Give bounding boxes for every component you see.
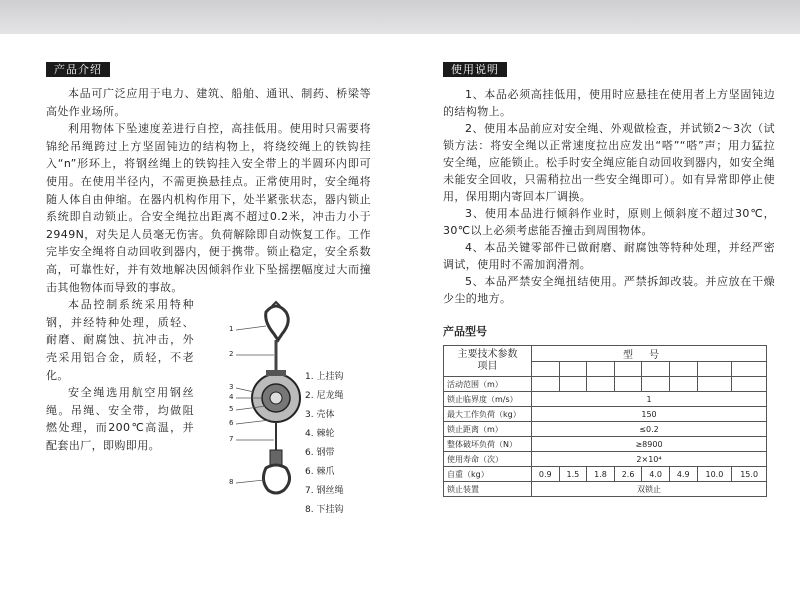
row-value: 1: [532, 392, 767, 407]
row-label: 整体破坏负荷（N）: [444, 437, 532, 452]
model-caption: 型号: [532, 346, 767, 362]
callout-7: 7: [229, 435, 234, 443]
product-intro-heading: 产品介绍: [46, 62, 110, 77]
table-row: [444, 392, 767, 407]
model-cell: [587, 362, 615, 377]
table-row: [444, 407, 767, 422]
row-label: 锁止距离（m）: [444, 422, 532, 437]
spec-title: 产品型号: [443, 325, 487, 338]
legend-1: 1. 上挂钩: [305, 372, 344, 382]
usage-item-5: 5、本品严禁安全绳扭结使用。严禁拆卸改装。并应放在干燥少尘的地方。: [443, 275, 775, 305]
legend-2: 2. 尼龙绳: [305, 391, 344, 401]
row-value: 双锁止: [532, 482, 767, 497]
table-row: [444, 437, 767, 452]
row-label: 最大工作负荷（kg）: [444, 407, 532, 422]
intro-paragraph-2: 利用物体下坠速度差进行自控，高挂低用。使用时只需要将锦纶吊绳跨过上方坚固钝边的结构物上，将绕绞绳上的铁钩挂入“n”形环上，将钢丝绳上的铁钩挂入安全带上的半圆环内即可使用。在使用半径内，不需更换悬挂点。正常使用时，安全绳将随人体自由伸缩。在器内机构作用下，处半紧张状态，器内锁止系统即自动锁止。合安全绳拉出距离不超过0.2米，冲击力小于2949N，对失足人员毫无伤害。负荷解除即自动恢复工作。工作完毕安全绳将自动回收到器内，便于携带。锁止稳定，安全系数高，可靠性好，并有效地解决因倾斜作业下坠摇摆幅度过大而撞击其他物体而导致的事故。: [46, 122, 371, 294]
model-cell: [614, 362, 642, 377]
row-value: ≤0.2: [532, 422, 767, 437]
legend-3: 3. 壳体: [305, 410, 335, 420]
right-page: [443, 58, 775, 494]
callout-1: 1: [229, 325, 234, 333]
callout-6: 6: [229, 419, 234, 427]
legend-5: 6. 钢带: [305, 448, 335, 458]
row-label: 活动范围（m）: [444, 377, 532, 392]
legend-8: 8. 下挂钩: [305, 505, 344, 515]
header-cell: [444, 346, 532, 377]
callout-5: 5: [229, 405, 234, 413]
table-row: [444, 422, 767, 437]
model-cell: [642, 362, 670, 377]
legend-4: 4. 棘轮: [305, 429, 335, 439]
weight-cell: 4.9: [669, 467, 697, 482]
row-value: 2×10⁴: [532, 452, 767, 467]
header-line-1: 主要技术参数: [457, 349, 518, 360]
intro-paragraph-1: 本品可广泛应用于电力、建筑、船舶、通讯、制药、桥梁等高处作业场所。: [46, 87, 371, 118]
weight-cell: 1.5: [559, 467, 587, 482]
legend-7: 7. 钢丝绳: [305, 486, 344, 496]
weight-cell: 10.0: [697, 467, 732, 482]
usage-item-1: 1、本品必须高挂低用，使用时应悬挂在使用者上方坚固钝边的结构物上。: [443, 88, 775, 118]
row-value: ≥8900: [532, 437, 767, 452]
table-row: [444, 482, 767, 497]
model-cell: [732, 362, 767, 377]
usage-item-3: 3、使用本品进行倾斜作业时，原则上倾斜度不超过30℃，30℃以上必须考虑能否撞击到周围物体。: [443, 207, 775, 237]
usage-heading: 使用说明: [443, 62, 507, 77]
callout-8: 8: [229, 478, 234, 486]
weight-cell: 0.9: [532, 467, 560, 482]
row-label: 锁止临界度（m/s）: [444, 392, 532, 407]
intro-paragraph-3: 本品控制系统采用特种钢，并经特种处理，质轻、耐磨、耐腐蚀、抗冲击，外壳采用铝合金，质轻，不老化。: [46, 298, 194, 382]
legend-6: 6. 棘爪: [305, 467, 335, 477]
callout-3: 3: [229, 383, 234, 391]
table-row: [444, 467, 767, 482]
weight-cell: 2.6: [614, 467, 642, 482]
callout-4: 4: [229, 393, 234, 401]
usage-item-2: 2、使用本品前应对安全绳、外观做检查，并试锁2～3次（试锁方法：将安全绳以正常速度拉出应发出“嗒”“嗒”声；用力猛拉安全绳，应能锁止。松手时安全绳应能自动回收到器内，如安全绳未能安全回收，只需稍拉出一些安全绳即可）。如有异常即停止使用，保用期内寄回本厂调换。: [443, 122, 775, 203]
top-shadow-band: [0, 0, 800, 34]
row-label: 使用寿命（次）: [444, 452, 532, 467]
weight-cell: 15.0: [732, 467, 767, 482]
table-row: [444, 377, 767, 392]
spec-table: [443, 345, 767, 497]
table-row: [444, 346, 767, 362]
header-line-2: 项目: [477, 361, 498, 372]
model-cell: [532, 362, 560, 377]
intro-paragraph-4: 安全绳选用航空用钢丝绳。吊绳、安全带，均做阻燃处理，而200℃高温，并配套出厂，即购即用。: [46, 386, 194, 452]
row-value: 150: [532, 407, 767, 422]
model-cell: [697, 362, 732, 377]
callout-2: 2: [229, 350, 234, 358]
table-row: [444, 452, 767, 467]
weight-cell: 4.0: [642, 467, 670, 482]
model-cell: [669, 362, 697, 377]
model-cell: [559, 362, 587, 377]
row-label: 锁止装置: [444, 482, 532, 497]
row-label: 自重（kg）: [444, 467, 532, 482]
weight-cell: 1.8: [587, 467, 615, 482]
usage-item-4: 4、本品关键零部件已做耐磨、耐腐蚀等特种处理，并经严密调试，使用时不需加润滑剂。: [443, 241, 775, 271]
